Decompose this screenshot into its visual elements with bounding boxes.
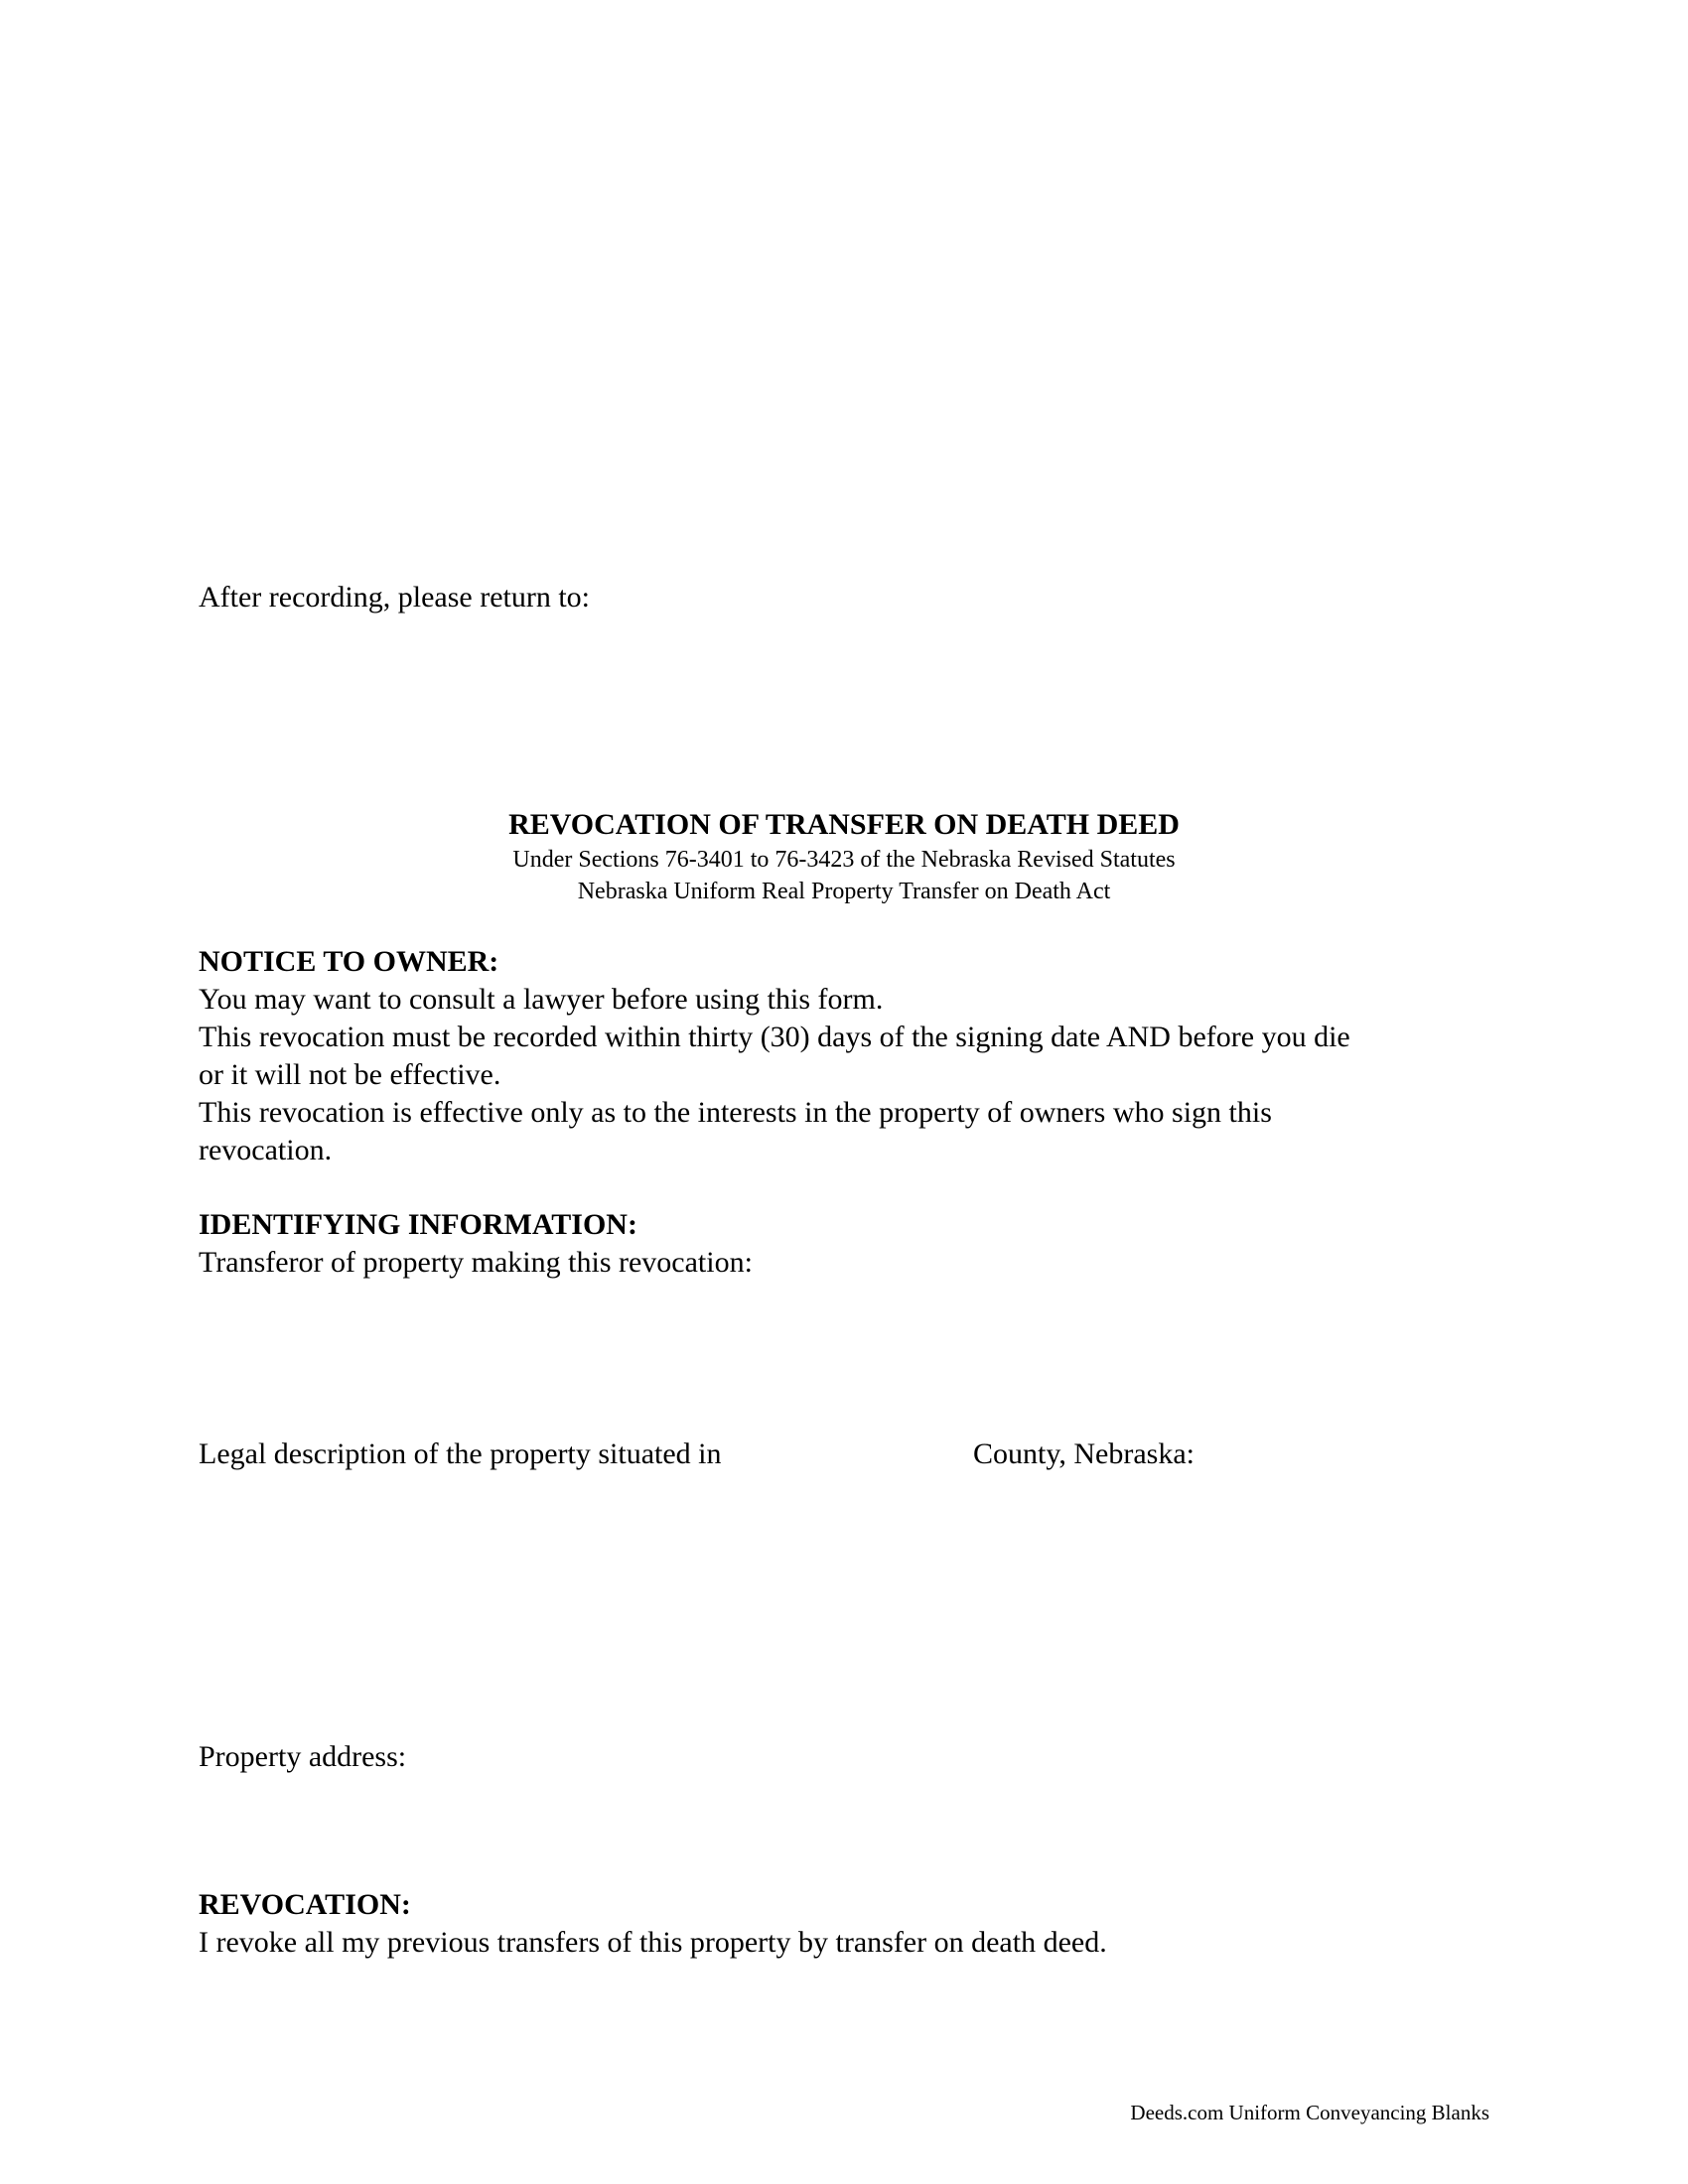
footer-source: Deeds.com Uniform Conveyancing Blanks [1130,2101,1489,2124]
property-address-label: Property address: [199,1740,407,1773]
act-subtitle: Nebraska Uniform Real Property Transfer on Death Act [577,879,1111,904]
notice-line: You may want to consult a lawyer before using this form. [199,983,884,1016]
legal-description-label: Legal description of the property situated in [199,1437,722,1470]
return-to-label: After recording, please return to: [199,581,590,614]
notice-line: This revocation is effective only as to the interests in the property of owners who sign this [199,1096,1272,1129]
transferor-label: Transferor of property making this revocation: [199,1246,753,1279]
identifying-heading: IDENTIFYING INFORMATION: [199,1208,637,1241]
revocation-statement: I revoke all my previous transfers of this property by transfer on death deed. [199,1926,1107,1959]
county-label: County, Nebraska: [973,1437,1196,1470]
notice-line: This revocation must be recorded within thirty (30) days of the signing date AND before you die [199,1021,1350,1053]
notice-heading: NOTICE TO OWNER: [199,945,499,978]
revocation-heading: REVOCATION: [199,1888,411,1921]
notice-line: or it will not be effective. [199,1058,501,1091]
statute-subtitle: Under Sections 76-3401 to 76-3423 of the Nebraska Revised Statutes [512,847,1176,873]
title-block [0,806,1688,907]
document-title: REVOCATION OF TRANSFER ON DEATH DEED [508,808,1180,841]
notice-line: revocation. [199,1134,333,1166]
